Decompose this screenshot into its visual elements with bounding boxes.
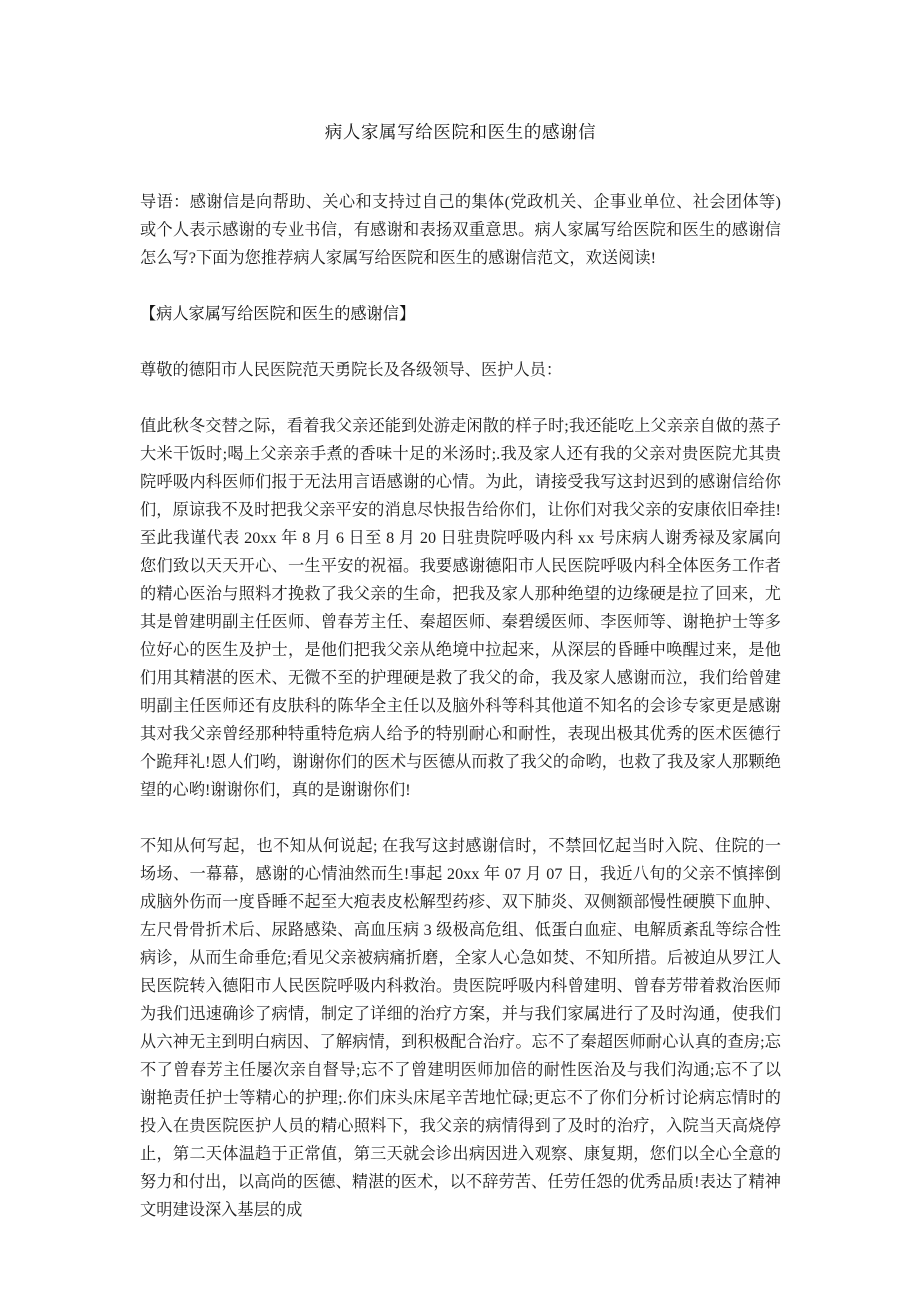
- spacer-body-1: [140, 804, 781, 832]
- spacer-title: [140, 146, 781, 188]
- spacer-heading: [140, 328, 781, 356]
- body-paragraph-2: 不知从何写起，也不知从何说起; 在我写这封感谢信时，不禁回忆起当时入院、住院的一场场、一幕幕，感谢的心情油然而生!事起 20xx 年 07 月 07 日，我近八旬的父亲不慎摔倒成脑外伤而一度昏睡不起至大疱表皮松解型药疹、双下肺炎、双侧额部慢性硬膜下血肿、左尺骨骨折术后、尿路感染、高血压病 3 级极高危组、低蛋白血症、电解质紊乱等综合性病诊，从而生命垂危;看见父亲被病痛折磨，全家人心急如焚、不知所措。后被迫从罗江人民医院转入德阳市人民医院呼吸内科救治。贵医院呼吸内科曾建明、曾春芳带着救治医师为我们迅速确诊了病情，制定了详细的治疗方案，并与我们家属进行了及时沟通，使我们从六神无主到明白病因、了解病情，到积极配合治疗。忘不了秦超医师耐心认真的查房;忘不了曾春芳主任屡次亲自督导;忘不了曾建明医师加倍的耐性医治及与我们沟通;忘不了以谢艳责任护士等精心的护理;.你们床头床尾辛苦地忙碌;更忘不了你们分析讨论病忘情时的投入在贵医院医护人员的精心照料下，我父亲的病情得到了及时的治疗，入院当天高烧停止，第二天体温趋于正常值，第三天就会诊出病因进入观察、康复期，您们以全心全意的努力和付出，以高尚的医德、精湛的医术，以不辞劳苦、任劳任怨的优秀品质!表达了精神文明建设深入基层的成: [140, 837, 781, 1219]
- section-heading: 【病人家属写给医院和医生的感谢信】: [140, 305, 416, 323]
- page-title: 病人家属写给医院和医生的感谢信: [324, 122, 597, 142]
- document-content: [140, 0, 781, 1224]
- spacer-intro: [140, 272, 781, 300]
- body-paragraph-1: 值此秋冬交替之际，看着我父亲还能到处游走闲散的样子时;我还能吃上父亲亲自做的蒸子大米干饭时;喝上父亲亲手煮的香味十足的米汤时;.我及家人还有我的父亲对贵医院尤其贵院呼吸内科医师们报于无法用言语感谢的心情。为此，请接受我写这封迟到的感谢信给你们，原谅我不及时把我父亲平安的消息尽快报告给你们，让你们对我父亲的安康依旧牵挂!至此我谨代表 20xx 年 8 月 6 日至 8 月 20 日驻贵院呼吸内科 xx 号床病人谢秀禄及家属向您们致以天天开心、一生平安的祝福。我要感谢德阳市人民医院呼吸内科全体医务工作者的精心医治与照料才挽救了我父亲的生命，把我及家人那种绝望的边缘硬是拉了回来，尤其是曾建明副主任医师、曾春芳主任、秦超医师、秦碧缓医师、李医师等、谢艳护士等多位好心的医生及护士，是他们把我父亲从绝境中拉起来，从深层的昏睡中唤醒过来，是他们用其精湛的医术、无微不至的护理硬是救了我父的命，我及家人感谢而泣，我们给曾建明副主任医师还有皮肤科的陈华全主任以及脑外科等科其他道不知名的会诊专家更是感谢其对我父亲曾经那种特重特危病人给予的特别耐心和耐性，表现出极其优秀的医术医德行个跪拜礼!恩人们哟，谢谢你们的医术与医德从而救了我父的命哟，也救了我及家人那颗绝望的心哟!谢谢你们，真的是谢谢你们!: [140, 417, 781, 799]
- spacer-salutation: [140, 384, 781, 412]
- intro-paragraph: 导语：感谢信是向帮助、关心和支持过自己的集体(党政机关、企事业单位、社会团体等)或个人表示感谢的专业书信，有感谢和表扬双重意思。病人家属写给医院和医生的感谢信怎么写?下面为您推荐病人家属写给医院和医生的感谢信范文，欢送阅读!: [140, 193, 781, 267]
- salutation: 尊敬的德阳市人民医院范天勇院长及各级领导、医护人员：: [140, 361, 563, 379]
